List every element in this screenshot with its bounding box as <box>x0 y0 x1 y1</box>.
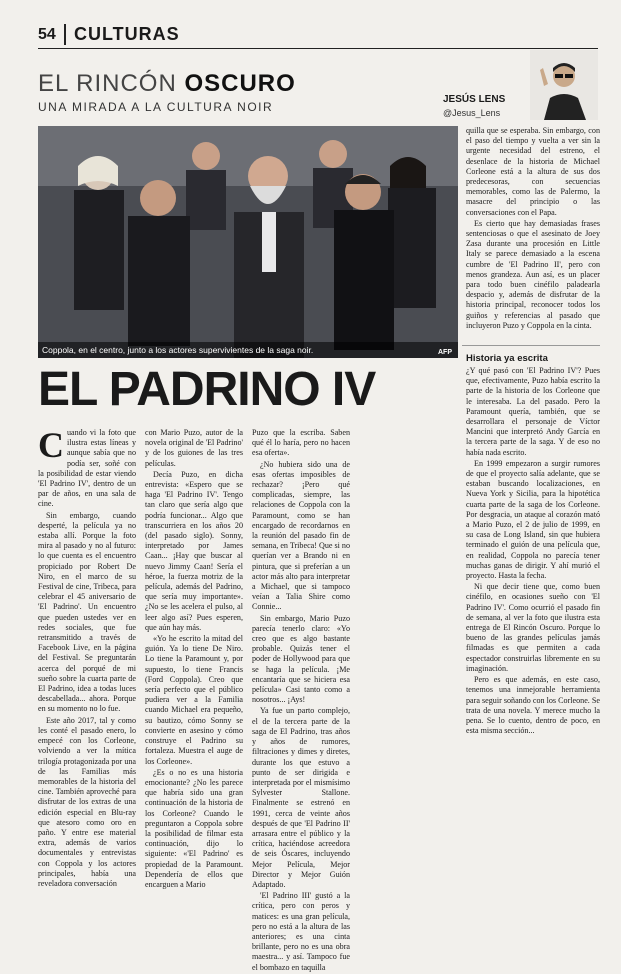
article-paragraph: Ni que decir tiene que, como buen cinéfilo, en ocasiones sueño con 'El Padrino IV'. Como ocurrió el pasado fin de semana, al ver la foto que ilustra esta entrega de El Rincón Oscuro. Porque lo bueno de las grandes películas jamás filmadas es que permiten a cada espectador construirlas libremente en su imaginación. <box>466 582 600 673</box>
article-paragraph: Este año 2017, tal y como les conté el pasado enero, lo empecé con los Corleone, volviendo a ver la mítica trilogía protagonizada por una de las Familias más memorables de la historia del cine. También aproveché para disfrutar de los extras de una edición especial en Blu-ray que atesoro como oro en paño. Y entre ese material extra, además de varios documentales y entrevistas con Coppola y los actores principales, había una reveladora conversación <box>38 715 136 888</box>
article-paragraph: Sin embargo, Mario Puzo parecía tenerlo claro: «Yo creo que es algo bastante probable. Quizás tener el poder de Hollywood para que se haga la película. ¡Me encantaría que se hiciera esa película» Casi tanto como a nosotros... ¡Ays! <box>252 613 350 705</box>
article-paragraph: ¿Y qué pasó con 'El Padrino IV'? Pues que, efectivamente, Puzo había escrito la parte de la historia de los Corleone que le interesaba. La del pasado. Pero la Paramount quería, también, que se desarrollara el personaje de Víctor Mancini que interpretó Andy García en la tercera parte de la saga. Y de eso no había nada escrito. <box>466 366 600 457</box>
article-column-3 <box>252 428 350 974</box>
author-name: JESÚS LENS <box>443 94 506 105</box>
photo-credit: AFP <box>438 349 452 356</box>
article-paragraph: Cuando vi la foto que ilustra estas líneas y aunque sabía que no podía ser, soñé con la posibilidad de estar viendo 'El Padrino IV', dentro de un par de años, en una sala de cine. <box>38 425 136 509</box>
article-paragraph: En 1999 empezaron a surgir rumores de que el proyecto salía adelante, que se estaban buscando localizaciones, en Nueva York y Sicilia, para la hipotética cuarta parte de la saga de los Corleone. Por desgracia, un ataque al corazón mató a Mario Puzo, el 2 de julio de 1999, en su casa de Long Island, sin que hubiera terminado el guión de una película que, en realidad, Coppola no parecía tener muchas ganas de dirigir. Y ahí murió el proyecto. Hasta la fecha. <box>466 458 600 581</box>
article-paragraph: Decía Puzo, en dicha entrevista: «Espero que se haga 'El Padrino IV'. Tengo tan claro que sería algo que podría funcionar... Algo que transcurriera en los años 20 (del pasado siglo). Sonny, interpretado por James Caan... ¡Hay que buscar al nuevo Jimmy Caan! Sería el héroe, la fuerza motriz de la película, además del Padrino, que sería muy importante». ¿No se les acelera el pulso, al leer algo así? Pues esperen, que aún hay más. <box>145 469 243 632</box>
column-name-light: EL RINCÓN <box>38 70 185 97</box>
author-portrait-illustration <box>530 50 598 120</box>
author-portrait <box>530 50 598 120</box>
column-name <box>38 70 598 98</box>
article-column-2 <box>145 428 243 891</box>
photo-caption: Coppola, en el centro, junto a los actores supervivientes de la saga noir. <box>38 342 458 358</box>
section-title: CULTURAS <box>64 24 180 45</box>
article-paragraph: Sin embargo, cuando desperté, la película ya no estaba allí. Porque la foto mira al pasado y no al futuro: lo que cuenta es el encuentro propiciado por Robert De Niro, en el marco de su Festival de cine, Tribeca, para celebrar el 45 aniversario de 'El Padrino'. Un encuentro que pueden ustedes ver en redes sociales, que fue retransmitido a través de Facebook Live, en la página del Festival. Se preguntarán acerca del porqué de mi sueño sobre la cuarta parte de El Padrino, idea a todas luces descabellada... ahora. Porque en su momento no lo fue. <box>38 510 136 714</box>
article-paragraph: quilla que se esperaba. Sin embargo, con el paso del tiempo y vuelta a ver sin la urgente necesidad del estreno, el desenlace de la historia de Michael Corleone está a la altura de sus dos predecesoras, con secuencias memorables, como las de Palermo, la masacre del principio o las conversaciones con el Papa. <box>466 126 600 217</box>
article-paragraph: Es cierto que hay demasiadas frases sentenciosas o que el asesinato de Joey Zasa durante una procesión en Little Italy se parece demasiado a la escena cumbre de 'El Padrino II', pero con menos grandeza. Aun así, es un placer para todo buen cinéfilo paladearla despacio y, además de disfrutar de la historia principal, reconocer todos los guiños y referencias al pasado que incluyeron Puzo y Coppola en la cinta. <box>466 218 600 330</box>
author-twitter: @Jesus_Lens <box>443 108 501 118</box>
article-subheading: Historia ya escrita <box>466 353 548 364</box>
article-paragraph: Pero es que además, en este caso, tenemos una inmejorable herramienta para seguir soñando con los Corleone. Se trata de una novela. Y merece mucho la pena. Se lo cuento, dentro de poco, en esta misma sección... <box>466 675 600 736</box>
column-header <box>38 70 598 118</box>
column-name-bold: OSCURO <box>184 70 296 97</box>
article-paragraph: ¿No hubiera sido una de esas ofertas imposibles de rechazar? ¡Pero qué complicadas, siempre, las relaciones de Coppola con la Paramount, como se han encargado de recordarnos en la reunión del pasado fin de semana, en Tribeca! Que si no querían ver a Brando ni en pintura, que si preferían a un actor más alto para interpretar a Michael, que si tampoco veían a Talia Shire como Connie... <box>252 459 351 612</box>
article-paragraph: Puzo que la escriba. Saben qué él lo haría, pero no hacen esa oferta». <box>252 428 350 458</box>
article-column-1 <box>38 425 136 890</box>
article-paragraph: ¿Es o no es una historia emocionante? ¿No les parece que habría sido una gran continuación de la historia de los Corleone? Cuando le preguntaron a Coppola sobre la posibilidad de filmar esta continuación, dijo lo siguiente: «'El Padrino' es propiedad de la Paramount. Dependería de ellos que encarguen a Mario <box>145 767 243 889</box>
page-number: 54 <box>38 26 56 43</box>
article-column-4-top <box>466 126 600 332</box>
section-divider <box>462 345 600 346</box>
article-column-4-bottom <box>466 350 600 737</box>
drop-cap: C <box>38 425 64 465</box>
article-paragraph: «Yo he escrito la mitad del guión. Ya lo tiene De Niro. Lo tiene la Paramount y, por supuesto, lo tiene Francis (Ford Coppola). Creo que sería perfecto que el público pudiera ver a la Familia cuando Michael era pequeño, su bautizo, cómo Sonny se convierte en asesino y cómo construye el Padrino su fortaleza. Muestra el auge de los Corleone». <box>145 634 243 766</box>
article-paragraph: con Mario Puzo, autor de la novela original de 'El Padrino' y de los guiones de las tres películas. <box>145 428 243 468</box>
article-paragraph: 'El Padrino III' gustó a la crítica, pero con peros y matices: es una gran película, pero no está a la altura de las anteriores; es una cinta brillante, pero no es una obra maestra... y así. Tampoco fue el bombazo en taquilla <box>252 891 350 972</box>
article-paragraph: Ya fue un parto complejo, el de la tercera parte de la saga de El Padrino, tras años y años de rumores, filtraciones y dimes y diretes, durante los que estuvo a punto de ser dirigida e interpretada por el mismísimo Sylvester Stallone. Finalmente se estrenó en 1991, cerca de veinte años después de que 'El Padrino II' arrasara entre el público y la crítica, haciéndose acreedora de seis Óscares, incluyendo Mejor Película, Mejor Director y Mejor Guión Adaptado. <box>252 706 350 889</box>
page-header <box>38 22 598 49</box>
article-headline: EL PADRINO IV <box>38 363 376 416</box>
article-photo <box>38 126 458 358</box>
group-photo-illustration <box>38 126 458 358</box>
column-tagline: UNA MIRADA A LA CULTURA NOIR <box>38 100 274 114</box>
